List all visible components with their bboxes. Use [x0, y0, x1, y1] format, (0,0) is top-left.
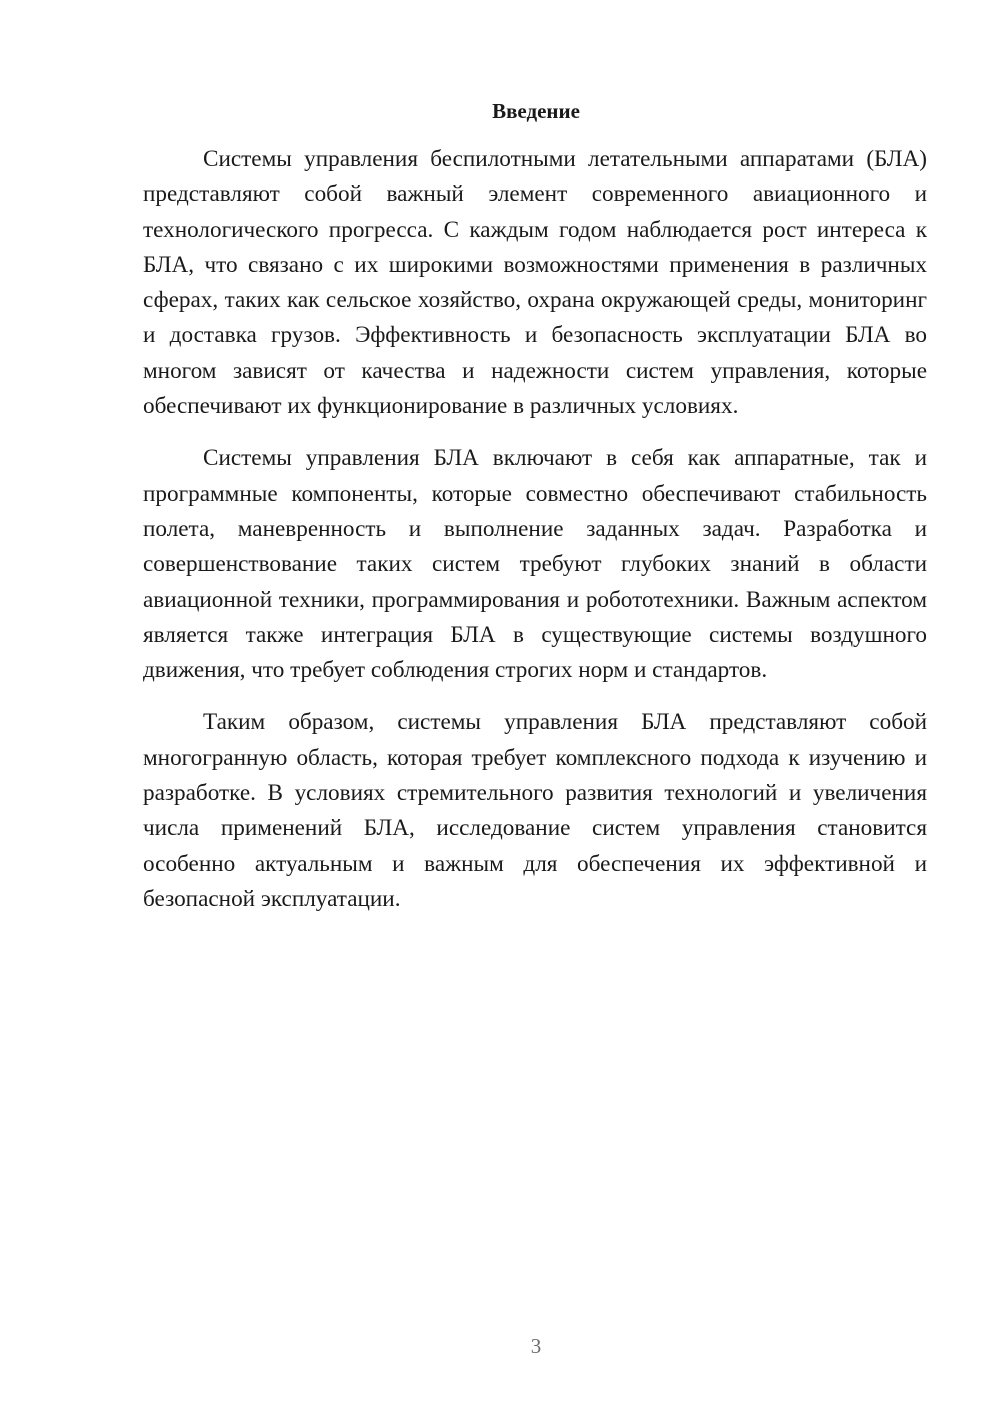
page-number: 3 [530, 1334, 542, 1358]
paragraph-1: Системы управления беспилотными летательными аппаратами (БЛА) представляют собой важный элемент современного авиационного и технологического прогресса. С каждым годом наблюдается рост интереса к БЛА, что связано с их широкими возможностями применения в различных сферах, таких как сельское хозяйство, охрана окружающей среды, мониторинг и доставка грузов. Эффективность и безопасность эксплуатации БЛА во многом зависят от качества и надежности систем управления, которые обеспечивают их функционирование в различных условиях. [143, 146, 927, 420]
body-text [143, 142, 927, 917]
paragraph-2: Системы управления БЛА включают в себя как аппаратные, так и программные компоненты, которые совместно обеспечивают стабильность полета, маневренность и выполнение заданных задач. Разработка и совершенствование таких систем требуют глубоких знаний в области авиационной техники, программирования и робототехники. Важным аспектом является также интеграция БЛА в существующие системы воздушного движения, что требует соблюдения строгих норм и стандартов. [143, 445, 927, 684]
section-title: Введение [492, 99, 580, 123]
paragraph-3: Таким образом, системы управления БЛА представляют собой многогранную область, которая требует комплексного подхода к изучению и разработке. В условиях стремительного развития технологий и увеличения числа применений БЛА, исследование систем управления становится особенно актуальным и важным для обеспечения их эффективной и безопасной эксплуатации. [143, 709, 927, 912]
